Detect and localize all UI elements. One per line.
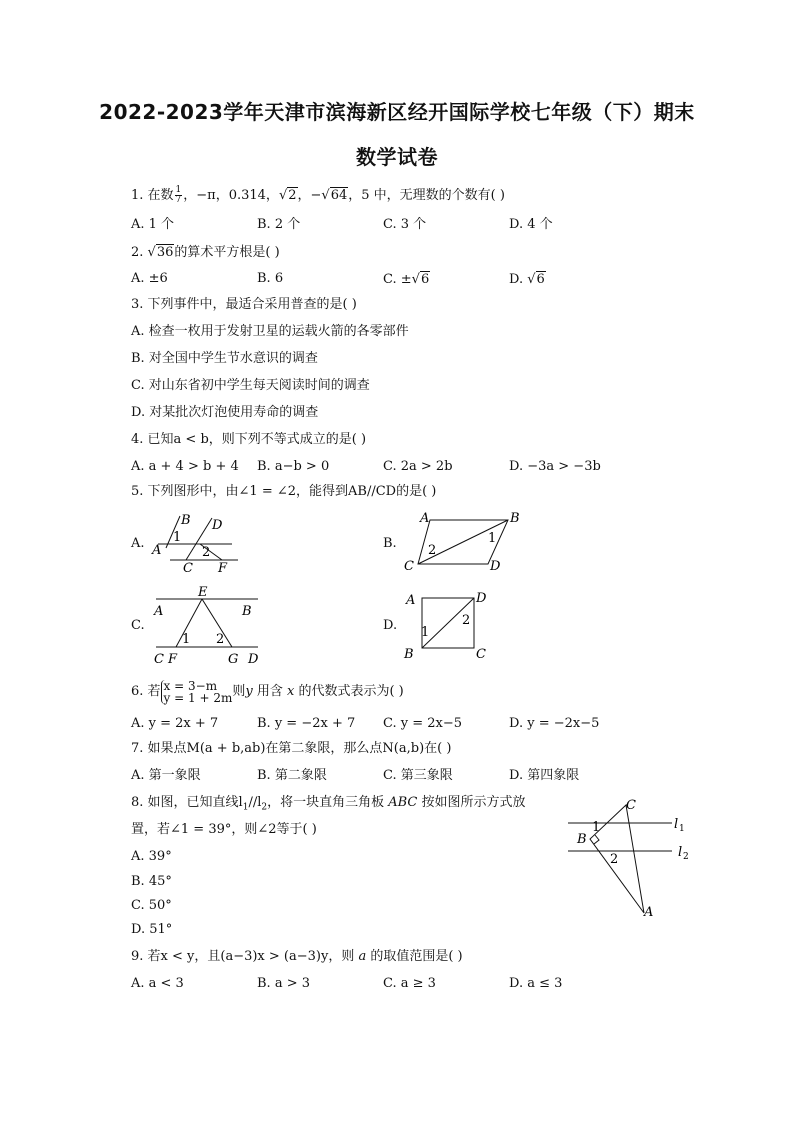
q2-option-c-sqrt: 6 <box>420 272 430 287</box>
fig-c-label-e: E <box>198 585 208 600</box>
q6-eq-2: y = 1 + 2m <box>163 690 233 705</box>
fig-a-label-b: B <box>181 513 191 528</box>
fig-8-line-l2-sub: 2 <box>683 852 689 862</box>
fig-8-line-l1: l <box>674 817 679 832</box>
question-3: 3. 下列事件中，最适合采用普查的是( ) <box>131 297 357 312</box>
q5-figure-c <box>148 585 268 667</box>
q2-option-a: A. ±6 <box>131 271 168 286</box>
q8-text-d: 按如图所示方式放 <box>417 795 526 810</box>
q7-option-a: A. 第一象限 <box>131 768 201 783</box>
radical-icon: √ <box>321 188 330 203</box>
q8-text-c: ，将一块直角三角板 <box>267 795 389 810</box>
q5-option-c-label: C. <box>131 618 145 633</box>
q5-figure-a <box>146 510 246 575</box>
fig-8-angle-1: 1 <box>592 820 601 835</box>
q8-sub-1: 1 <box>242 802 249 813</box>
q2-option-d-sqrt: 6 <box>536 272 545 287</box>
fig-b-angle-2: 2 <box>428 543 437 558</box>
fig-b-label-c: C <box>404 559 414 574</box>
q4-option-d: D. −3a > −3b <box>509 459 601 474</box>
q3-option-c: C. 对山东省初中学生每天阅读时间的调查 <box>131 378 370 393</box>
q8-option-d: D. 51° <box>131 922 173 937</box>
fig-c-label-c: C <box>154 652 164 667</box>
fig-c-label-f: F <box>168 652 178 667</box>
q8-option-b: B. 45° <box>131 874 172 889</box>
fig-b-label-a: A <box>420 511 430 526</box>
q9-option-c: C. a ≥ 3 <box>383 976 436 991</box>
fig-c-angle-1: 1 <box>182 632 191 647</box>
fig-8-line-l1-sub: 1 <box>679 824 685 834</box>
fig-d-angle-1: 1 <box>421 625 430 640</box>
q6-var-y: y <box>245 684 253 699</box>
fig-8-label-a: A <box>644 905 654 920</box>
q2-option-d <box>509 271 546 288</box>
q2-option-d-prefix: D. <box>509 272 528 287</box>
question-6 <box>131 679 404 705</box>
q1-frac-num: 1 <box>175 185 182 195</box>
radical-icon: √ <box>527 272 536 287</box>
q6-option-b: B. y = −2x + 7 <box>257 716 356 731</box>
q5-option-d-label: D. <box>383 618 398 633</box>
radical-icon: √ <box>411 272 420 287</box>
q4-option-a: A. a + 4 > b + 4 <box>131 459 239 474</box>
q6-text-d: 的代数式表示为( ) <box>294 684 404 699</box>
q1-sqrt-1: 2 <box>288 188 297 203</box>
fig-d-label-d: D <box>476 591 487 606</box>
radical-icon: √ <box>278 188 288 203</box>
q2-text-b: 的算术平方根是( ) <box>174 245 280 260</box>
fig-c-label-a: A <box>154 604 164 619</box>
page-title: 2022-2023学年天津市滨海新区经开国际学校七年级（下）期末 <box>99 100 695 124</box>
fig-8-label-b: B <box>577 832 587 847</box>
question-4: 4. 已知a < b，则下列不等式成立的是( ) <box>131 432 367 447</box>
q6-option-d: D. y = −2x−5 <box>509 716 600 731</box>
q7-option-d: D. 第四象限 <box>509 768 580 783</box>
fig-8-line-l2: l <box>678 845 683 860</box>
q6-option-a: A. y = 2x + 7 <box>131 716 219 731</box>
q8-text-b: //l <box>248 795 262 810</box>
fig-d-label-c: C <box>476 647 486 662</box>
q9-var-a: a <box>358 949 367 964</box>
q1-text-a: 1. 在数 <box>131 188 174 203</box>
fig-a-label-a: A <box>152 543 162 558</box>
q8-option-a: A. 39° <box>131 849 172 864</box>
q6-eq-1: x = 3−m <box>163 678 218 693</box>
fig-a-angle-1: 1 <box>173 530 182 545</box>
q2-sqrt: 36 <box>156 245 174 260</box>
question-2 <box>131 244 280 261</box>
q4-option-b: B. a−b > 0 <box>257 459 330 474</box>
fig-c-label-g: G <box>228 652 239 667</box>
question-8-line-2: 置，若∠1 = 39°，则∠2等于( ) <box>131 822 317 837</box>
fig-a-label-f: F <box>218 561 228 575</box>
q6-equation-system <box>161 680 233 704</box>
q8-text-a: 8. 如图，已知直线l <box>131 795 243 810</box>
q9-option-d: D. a ≤ 3 <box>509 976 563 991</box>
q5-figure-d <box>400 588 495 663</box>
fig-c-angle-2: 2 <box>216 632 225 647</box>
q3-option-a: A. 检查一枚用于发射卫星的运载火箭的各零部件 <box>131 324 409 339</box>
q9-option-b: B. a > 3 <box>257 976 310 991</box>
q9-text-b: 的取值范围是( ) <box>366 949 463 964</box>
q1-fraction <box>175 186 183 205</box>
q5-figure-b <box>400 508 530 576</box>
radical-icon: √ <box>147 245 156 260</box>
q2-option-c-prefix: C. ± <box>383 272 412 287</box>
q3-option-b: B. 对全国中学生节水意识的调查 <box>131 351 318 366</box>
q1-option-a: A. 1 个 <box>131 217 175 232</box>
q3-option-d: D. 对某批次灯泡使用寿命的调查 <box>131 405 319 420</box>
question-7: 7. 如果点M(a + b,ab)在第二象限，那么点N(a,b)在( ) <box>131 741 452 756</box>
q1-text-b: ，−π，0.314， <box>183 188 279 203</box>
question-9 <box>131 949 463 965</box>
q2-option-c <box>383 271 430 288</box>
fig-8-angle-2: 2 <box>610 852 619 867</box>
q1-text-c: ，− <box>297 188 322 203</box>
fig-a-angle-2: 2 <box>202 545 211 560</box>
q6-var-x: x <box>286 684 295 699</box>
fig-b-label-d: D <box>490 559 501 574</box>
q8-triangle-name: ABC <box>388 795 418 810</box>
question-8-line-1 <box>131 795 526 816</box>
q7-option-b: B. 第二象限 <box>257 768 327 783</box>
q8-option-c: C. 50° <box>131 898 172 913</box>
q4-option-c: C. 2a > 2b <box>383 459 453 474</box>
q6-text-c: 用含 <box>252 684 287 699</box>
page-subtitle: 数学试卷 <box>356 145 438 169</box>
q6-option-c: C. y = 2x−5 <box>383 716 463 731</box>
fig-d-label-a: A <box>406 593 416 608</box>
q9-option-a: A. a < 3 <box>131 976 184 991</box>
q6-text-a: 6. 若 <box>131 684 161 699</box>
q7-option-c: C. 第三象限 <box>383 768 453 783</box>
fig-c-label-d: D <box>248 652 259 667</box>
q1-text-d: ，5 中，无理数的个数有( ) <box>348 188 505 203</box>
q1-frac-den: 7 <box>175 195 182 205</box>
q8-figure <box>560 795 700 925</box>
q2-text-a: 2. <box>131 245 148 260</box>
q2-option-b: B. 6 <box>257 271 284 286</box>
fig-a-label-c: C <box>183 561 193 575</box>
q1-option-c: C. 3 个 <box>383 217 427 232</box>
question-5: 5. 下列图形中，由∠1 = ∠2，能得到AB//CD的是( ) <box>131 484 437 499</box>
question-1 <box>131 186 505 205</box>
fig-c-label-b: B <box>242 604 252 619</box>
q1-option-d: D. 4 个 <box>509 217 553 232</box>
q8-sub-2: 2 <box>261 802 268 813</box>
fig-8-label-c: C <box>626 798 636 813</box>
q5-option-a-label: A. <box>131 536 145 551</box>
q9-text-a: 9. 若x < y，且(a−3)x > (a−3)y，则 <box>131 949 359 964</box>
q1-sqrt-2: 64 <box>330 188 348 203</box>
fig-b-angle-1: 1 <box>488 531 497 546</box>
q5-option-b-label: B. <box>383 536 397 551</box>
q1-option-b: B. 2 个 <box>257 217 301 232</box>
fig-d-label-b: B <box>404 647 414 662</box>
fig-a-label-d: D <box>212 518 223 533</box>
fig-b-label-b: B <box>510 511 520 526</box>
fig-d-angle-2: 2 <box>462 613 471 628</box>
q6-text-b: 则 <box>232 684 246 699</box>
